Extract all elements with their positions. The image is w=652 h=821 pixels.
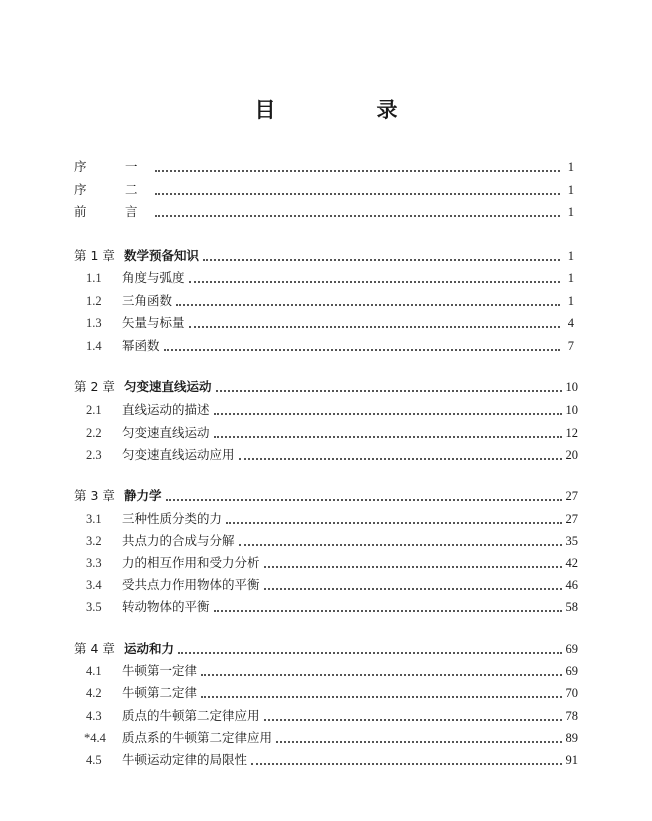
chapter-number: 第 1 章 (74, 248, 115, 263)
leader-dots (226, 521, 561, 524)
leader-dots (189, 280, 560, 283)
page-number: 35 (565, 534, 578, 548)
toc-section-4-3[interactable] (86, 706, 578, 726)
chapter-title: 运动和力 (124, 641, 175, 656)
page-number: 27 (565, 489, 578, 503)
page-number: 1 (567, 271, 574, 285)
toc-entry-foreword[interactable] (74, 202, 574, 222)
leader-dots (276, 740, 561, 743)
leader-dots (251, 762, 561, 765)
toc-chapter-1[interactable] (74, 246, 574, 266)
section-title: 矢量与标量 (122, 315, 185, 330)
page-title: 目 录 (254, 98, 438, 122)
leader-dots (201, 695, 561, 698)
leader-dots (166, 498, 562, 501)
section-title: 直线运动的描述 (122, 402, 210, 417)
section-number: 4.2 (86, 686, 102, 700)
toc-section-3-2[interactable] (86, 531, 578, 551)
chapter-title: 静力学 (124, 488, 162, 503)
section-title: 力的相互作用和受力分析 (122, 555, 260, 570)
page-number: 1 (567, 160, 574, 174)
page-number: 42 (565, 556, 578, 570)
leader-dots (264, 565, 562, 568)
toc-entry-label: 前 言 (74, 204, 151, 219)
toc-section-1-1[interactable] (86, 268, 574, 288)
section-number: 4.1 (86, 664, 102, 678)
toc-entry-label: 序 一 (74, 159, 151, 174)
toc-section-4-1[interactable] (86, 661, 578, 681)
section-number: 2.3 (86, 448, 102, 462)
page-number: 69 (565, 664, 578, 678)
toc-section-3-3[interactable] (86, 553, 578, 573)
chapter-number: 第 4 章 (74, 641, 115, 656)
toc-entry-label: 序 二 (74, 182, 151, 197)
section-number: 3.2 (86, 534, 102, 548)
toc-section-4-4[interactable] (84, 728, 578, 748)
leader-dots (214, 609, 562, 612)
section-number: 3.3 (86, 556, 102, 570)
section-title: 质点的牛顿第二定律应用 (122, 708, 260, 723)
section-title: 牛顿第一定律 (122, 663, 198, 678)
section-number: 1.2 (86, 294, 102, 308)
chapter-title: 匀变速直线运动 (124, 379, 212, 394)
section-number: 3.1 (86, 512, 102, 526)
leader-dots (155, 192, 560, 195)
toc-entry-preface-1[interactable] (74, 157, 574, 177)
section-number: 1.1 (86, 271, 102, 285)
toc-section-4-2[interactable] (86, 683, 578, 703)
section-title: 角度与弧度 (122, 270, 185, 285)
toc-chapter-4[interactable] (74, 639, 578, 659)
page-number: 91 (565, 753, 578, 767)
page-number: 69 (565, 642, 578, 656)
page-number: 58 (565, 600, 578, 614)
section-title: 三种性质分类的力 (122, 511, 223, 526)
section-number: 1.4 (86, 339, 102, 353)
leader-dots (155, 214, 560, 217)
leader-dots (239, 457, 562, 460)
page-number: 10 (565, 380, 578, 394)
section-title: 转动物体的平衡 (122, 599, 210, 614)
section-number: 1.3 (86, 316, 102, 330)
toc-chapter-3[interactable] (74, 486, 578, 506)
page-number: 1 (567, 249, 574, 263)
section-title: 三角函数 (122, 293, 173, 308)
leader-dots (164, 348, 560, 351)
leader-dots (214, 435, 562, 438)
section-title: 匀变速直线运动 (122, 425, 210, 440)
leader-dots (203, 258, 560, 261)
section-number: 3.5 (86, 600, 102, 614)
leader-dots (264, 718, 562, 721)
page-number: 7 (567, 339, 574, 353)
chapter-number: 第 2 章 (74, 379, 115, 394)
page-number: 4 (567, 316, 574, 330)
section-title: 幂函数 (122, 338, 160, 353)
toc-section-3-5[interactable] (86, 597, 578, 617)
leader-dots (178, 651, 561, 654)
leader-dots (239, 543, 562, 546)
toc-section-3-4[interactable] (86, 575, 578, 595)
toc-section-2-2[interactable] (86, 423, 578, 443)
page-number: 12 (565, 426, 578, 440)
toc-section-2-3[interactable] (86, 445, 578, 465)
chapter-title: 数学预备知识 (124, 248, 200, 263)
toc-chapter-2[interactable] (74, 377, 578, 397)
toc-section-3-1[interactable] (86, 509, 578, 529)
page-number: 1 (567, 294, 574, 308)
toc-section-4-5[interactable] (86, 750, 578, 770)
page-number: 20 (565, 448, 578, 462)
toc-section-1-4[interactable] (86, 336, 574, 356)
page-number: 1 (567, 205, 574, 219)
leader-dots (189, 325, 560, 328)
leader-dots (214, 412, 562, 415)
section-number: *4.4 (84, 731, 106, 745)
page-number: 10 (565, 403, 578, 417)
section-title: 质点系的牛顿第二定律应用 (122, 730, 273, 745)
section-number: 4.3 (86, 709, 102, 723)
section-title: 牛顿第二定律 (122, 685, 198, 700)
page-number: 27 (565, 512, 578, 526)
section-title: 共点力的合成与分解 (122, 533, 235, 548)
section-title: 受共点力作用物体的平衡 (122, 577, 260, 592)
toc-entry-preface-2[interactable] (74, 180, 574, 200)
section-number: 2.2 (86, 426, 102, 440)
section-title: 牛顿运动定律的局限性 (122, 752, 248, 767)
page-number: 89 (565, 731, 578, 745)
section-title: 匀变速直线运动应用 (122, 447, 235, 462)
section-number: 2.1 (86, 403, 102, 417)
toc-section-1-2[interactable] (86, 291, 574, 311)
page-number: 1 (567, 183, 574, 197)
section-number: 4.5 (86, 753, 102, 767)
chapter-number: 第 3 章 (74, 488, 115, 503)
toc-section-2-1[interactable] (86, 400, 578, 420)
toc-section-1-3[interactable] (86, 313, 574, 333)
page-number: 70 (565, 686, 578, 700)
section-number: 3.4 (86, 578, 102, 592)
leader-dots (264, 587, 562, 590)
page-number: 46 (565, 578, 578, 592)
leader-dots (216, 389, 562, 392)
leader-dots (155, 169, 560, 172)
leader-dots (176, 303, 560, 306)
page-number: 78 (565, 709, 578, 723)
leader-dots (201, 673, 561, 676)
